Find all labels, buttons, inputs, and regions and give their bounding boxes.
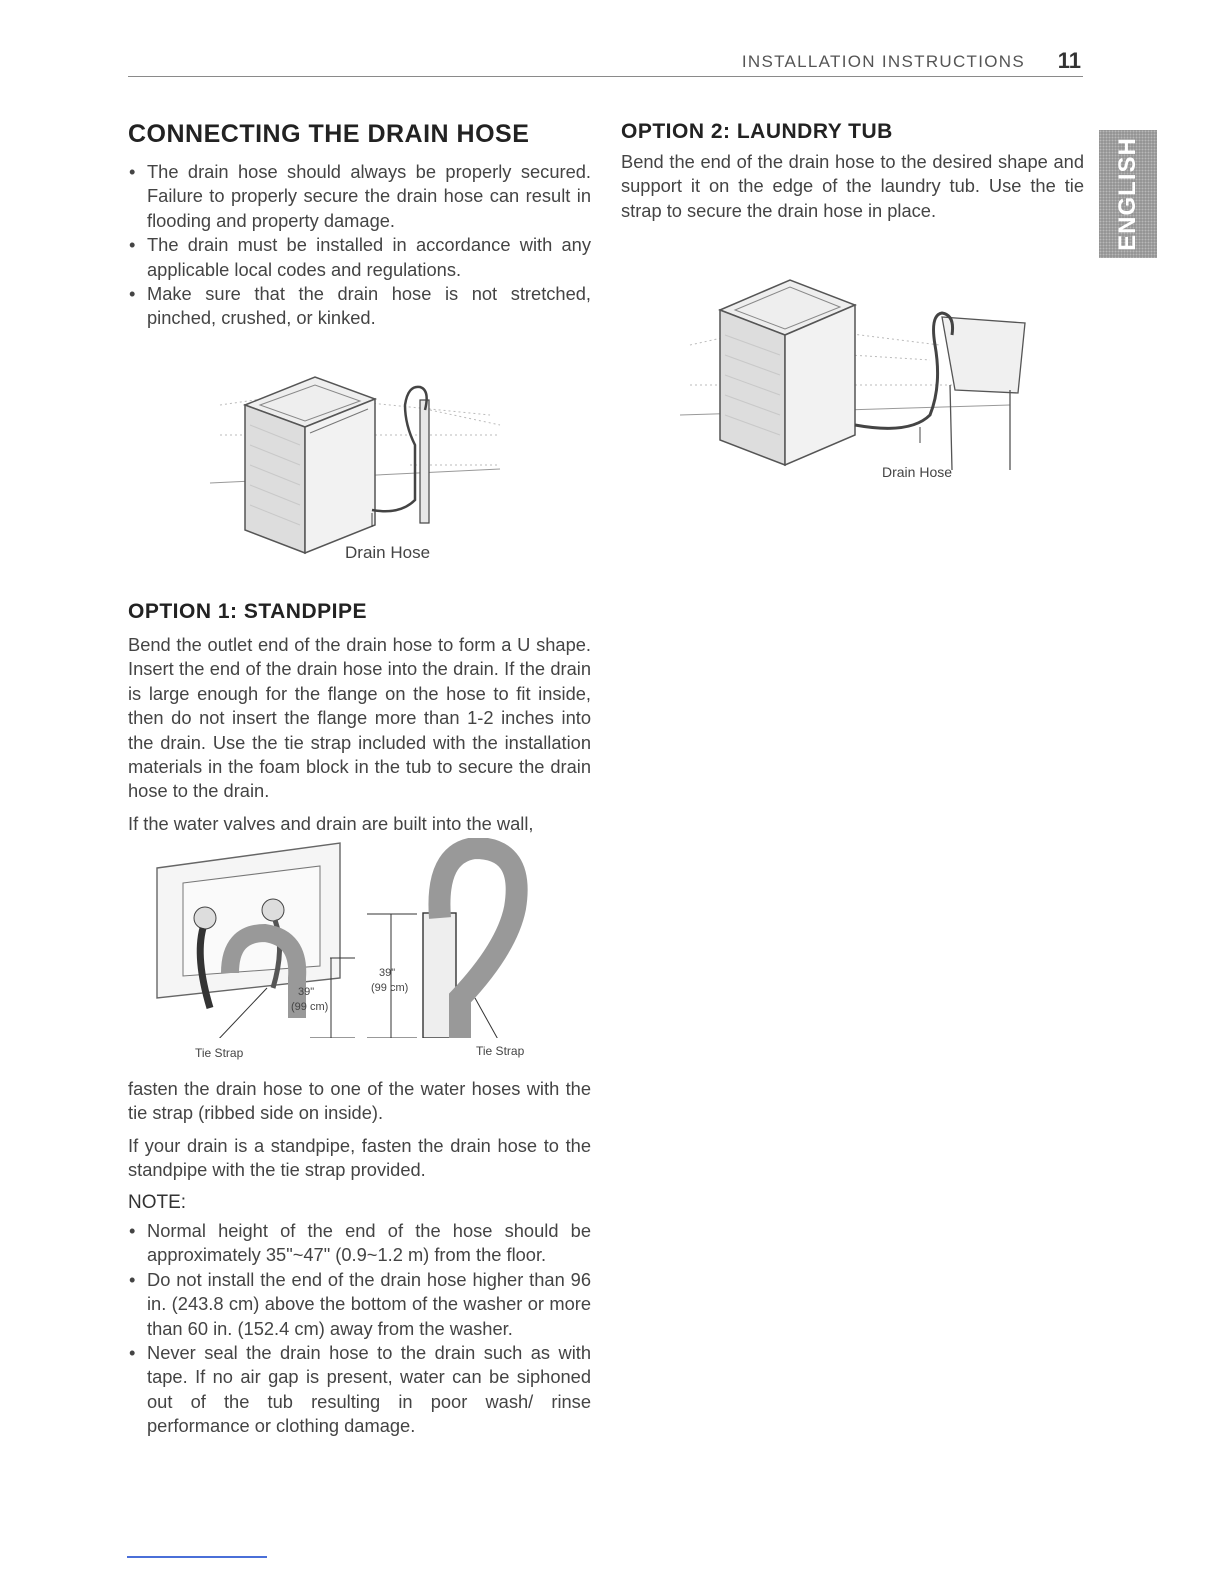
dimension-label-right: 39" bbox=[379, 967, 396, 979]
dimension-label-left: 39" bbox=[298, 986, 315, 998]
option1-paragraph: If your drain is a standpipe, fasten the drain hose to the standpipe with the tie strap provided. bbox=[128, 1134, 591, 1181]
connecting-bullet: • The drain hose should always be properly secured. Failure to properly secure the drain hose can result in flooding and property damage. bbox=[128, 160, 591, 233]
section-title: INSTALLATION INSTRUCTIONS bbox=[741, 52, 1025, 71]
dimension-label-right-metric: (99 cm) bbox=[371, 982, 409, 994]
standpipe-illustration bbox=[423, 848, 517, 1038]
connecting-bullet: • Make sure that the drain hose is not stretched, pinched, crushed, or kinked. bbox=[128, 282, 591, 331]
option1-continued bbox=[128, 1077, 591, 1439]
washer-standpipe-figure bbox=[200, 365, 520, 575]
language-tab bbox=[1099, 130, 1157, 258]
note-bullet: • Do not install the end of the drain hose higher than 96 in. (243.8 cm) above the bottom of the washer or more than 60 in. (152.4 cm) away from the washer. bbox=[128, 1268, 591, 1341]
wall-box-illustration bbox=[157, 843, 340, 998]
tie-strap-label-right: Tie Strap bbox=[476, 1044, 525, 1058]
note-bullet-list bbox=[128, 1219, 591, 1439]
dimension-label-left-metric: (99 cm) bbox=[291, 1001, 329, 1013]
connecting-body bbox=[128, 160, 591, 331]
option1-title: OPTION 1: STANDPIPE bbox=[128, 600, 367, 623]
option1-paragraph: fasten the drain hose to one of the water hoses with the tie strap (ribbed side on inside). bbox=[128, 1078, 591, 1124]
note-bullet: • Never seal the drain hose to the drain such as with tape. If no air gap is present, water can be siphoned out of the tub resulting in poor wash/ rinse performance or clothing damage. bbox=[128, 1341, 591, 1439]
tie-strap-label-left: Tie Strap bbox=[195, 1046, 244, 1060]
note-bullet: • Normal height of the end of the hose should be approximately 35"~47" (0.9~1.2 m) from the floor. bbox=[128, 1219, 591, 1268]
option1-paragraph: If the water valves and drain are built into the wall, bbox=[128, 812, 534, 834]
connecting-bullet: • The drain must be installed in accordance with any applicable local codes and regulations. bbox=[128, 233, 591, 282]
connecting-title: CONNECTING THE DRAIN HOSE bbox=[128, 120, 530, 148]
footer-rule bbox=[127, 1556, 267, 1558]
language-tab-label: ENGLISH bbox=[1114, 137, 1141, 251]
laundry-tub-illustration bbox=[942, 317, 1025, 470]
page-header bbox=[128, 50, 1083, 77]
page-number: 11 bbox=[1057, 48, 1081, 73]
option2-title: OPTION 2: LAUNDRY TUB bbox=[621, 120, 893, 143]
drain-hose-label: Drain Hose bbox=[882, 464, 953, 480]
option2-body bbox=[621, 150, 1084, 231]
note-heading: NOTE: bbox=[128, 1191, 187, 1213]
wall-standpipe-figure bbox=[155, 838, 545, 1038]
option1-body bbox=[128, 633, 591, 844]
connecting-bullet-list bbox=[128, 160, 591, 331]
washer-illustration bbox=[720, 280, 855, 465]
washer-laundry-tub-figure bbox=[680, 265, 1030, 485]
washer-illustration bbox=[245, 377, 375, 553]
drain-hose-label: Drain Hose bbox=[345, 543, 431, 562]
option2-paragraph: Bend the end of the drain hose to the desired shape and support it on the edge of the laundry tub. Use the tie strap to secure the drain hose in place. bbox=[621, 151, 1084, 221]
standpipe-illustration bbox=[372, 387, 429, 523]
option1-paragraph: Bend the outlet end of the drain hose to form a U shape. Insert the end of the drain hose into the drain. If the drain is large enough for the flange on the hose to fit inside, then do not insert the flange more than 1-2 inches into the drain. Use the tie strap included with the installation materials in the foam block in the tub to secure the drain hose to the drain. bbox=[128, 634, 591, 802]
